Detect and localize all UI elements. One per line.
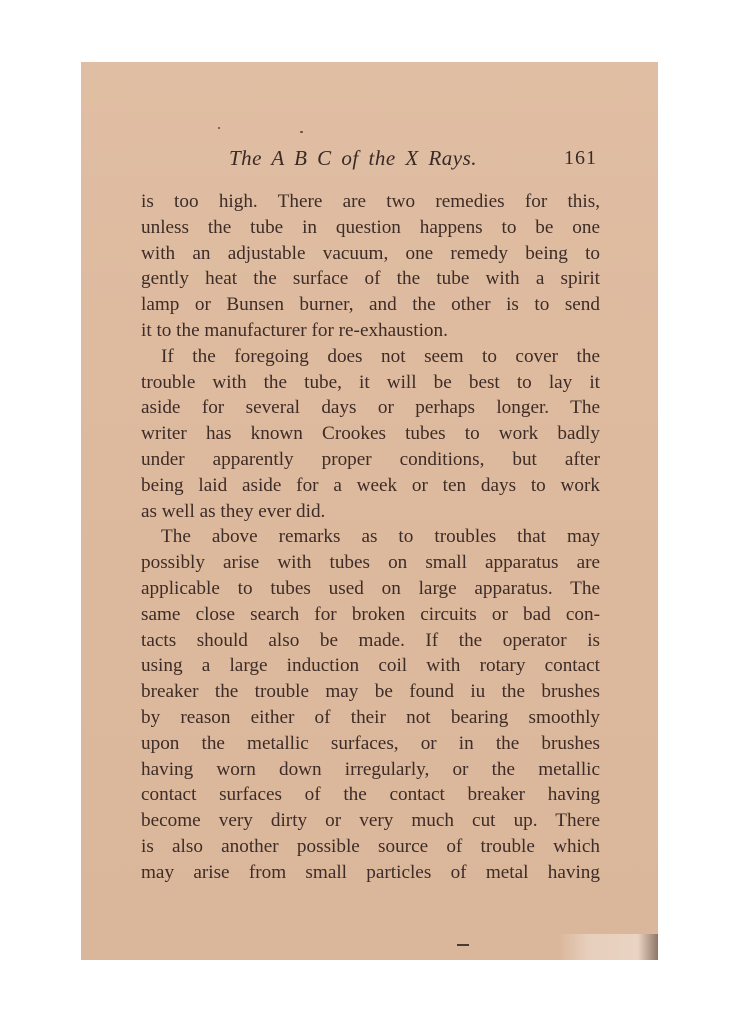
text-line: trouble with the tube, it will be best to lay it [141, 371, 600, 393]
page-edge-smudge [558, 934, 658, 960]
text-line: If the foregoing does not seem to cover the [161, 345, 600, 367]
text-line: The above remarks as to troubles that may [161, 526, 600, 548]
text-line: applicable to tubes used on large apparatus. The [141, 577, 600, 599]
ink-speck [218, 127, 220, 129]
ink-speck [300, 131, 303, 133]
text-line: aside for several days or perhaps longer. The [141, 397, 600, 419]
running-title: The A B C of the X Rays. [229, 146, 478, 170]
text-line: tacts should also be made. If the operator is [141, 629, 600, 651]
text-line: being laid aside for a week or ten days to work [141, 474, 600, 496]
book-page [81, 62, 658, 960]
text-line: it to the manufacturer for re-exhaustion. [141, 319, 448, 341]
text-line: using a large induction coil with rotary contact [141, 655, 600, 677]
text-line: writer has known Crookes tubes to work badly [141, 423, 600, 445]
text-line: unless the tube in question happens to be one [141, 216, 600, 238]
text-line: may arise from small particles of metal having [141, 861, 600, 883]
text-line: contact surfaces of the contact breaker having [141, 784, 600, 806]
text-line: possibly arise with tubes on small apparatus are [141, 552, 600, 574]
printer-mark [457, 944, 469, 946]
text-line: by reason either of their not bearing smoothly [141, 706, 600, 728]
text-line: same close search for broken circuits or bad con- [141, 603, 600, 625]
text-line: gently heat the surface of the tube with a spirit [141, 268, 600, 290]
text-line: breaker the trouble may be found iu the brushes [141, 681, 600, 703]
text-line: with an adjustable vacuum, one remedy being to [141, 242, 600, 264]
body-text [141, 189, 600, 886]
text-line: having worn down irregularly, or the metallic [141, 758, 600, 780]
page-header [81, 146, 658, 174]
text-line: is also another possible source of trouble which [141, 835, 600, 857]
text-line: upon the metallic surfaces, or in the brushes [141, 732, 600, 754]
text-line: lamp or Bunsen burner, and the other is to send [141, 294, 600, 316]
text-line: as well as they ever did. [141, 500, 326, 522]
text-line: under apparently proper conditions, but after [141, 448, 600, 470]
text-line: become very dirty or very much cut up. There [141, 810, 600, 832]
text-line: is too high. There are two remedies for this, [141, 191, 600, 212]
page-number: 161 [564, 147, 597, 169]
